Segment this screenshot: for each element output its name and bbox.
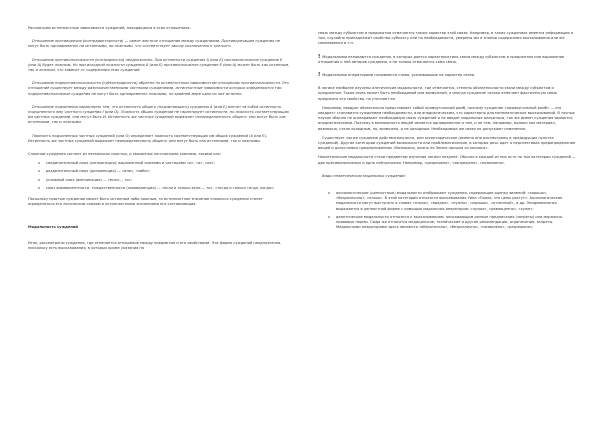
nonalethic-types-paragraph [318, 174, 576, 179]
alethic-paragraph: В логике наиболее изучены алетические модальности, где отмечается, степень обязательности связи между субъектом и предикатом. Такая связь может быть необходимой или возможной, а иногда суждение только отмечает фактическую связь предиката его свойства, но уточняет ее. [318, 86, 558, 101]
subordination-paragraph [28, 105, 290, 126]
contrary-text: Отношение противоположности (контрарности) неоднозначно. При истинности суждения А (или Е) противоположное суждение Е (или А) будет ложным. Но при исходной ложности суждения А (или Е) противоположное суждение Е (или А) может быть как истинным, так и ложным, что зависит от содержания этих суждений. [28, 57, 290, 73]
nonalethic-types-text: Виды неалетических модальных суждений: [322, 173, 406, 178]
contradiction-paragraph [28, 39, 290, 49]
exclamation-icon: ! [318, 53, 321, 60]
modality-types-list [318, 191, 576, 230]
list-item: o деонтические модальности относятся к высказываниям, описывающим разные предписания (запреты) или морально-правовые нормы. Сюда же относятся медицинские, технические и другие рекомендации, ограничения, запреты. Модальными операторами здесь являются «обязательно», «безразлично», «позволено», «разрешено»; [336, 215, 576, 231]
modal-definition-text: Модальными называются суждения, в которых дается характеристика связи между субъектом и предикатом или выражение отношения к ней авторов суждения, а не только отмечается сама связь. [318, 54, 565, 64]
modal-operators-paragraph [318, 73, 576, 78]
list-item: o аксиологические (ценностные) модальности отображают суждения, содержащие оценку явлений: «хорошо», «безразлично», «плохо». К этой категории относятся высказывания типа «Плохо, что цены растут». Аксиологические модальности могут выступать в словах «плохо», «вредно», «нужно», «хорошо», «отличный», и др. Эпидемиология выражается в ценностной форме с помощью модальных операторов: «лучше», «равноценно», «хуже»; [336, 191, 576, 212]
falsity-paragraph: Ложность подчиненных частных суждений (или О) определяет ложность соответствующих им общих суждений (А или Е). Истинность же частных суждений выражает неопределенность общего: они могут быть как истинными, так и ложными. [28, 133, 268, 143]
list-item: o соединительный союз (конъюнкция): выраженный союзами и частицами «и», «а», «но»; [46, 161, 290, 166]
modal-definition-paragraph [318, 55, 576, 65]
modal-operators-text: Модальными операторами называются слова, указывающие на характер связи. [322, 73, 476, 78]
subcontrary-text: Отношение подпротивоположности (субконтрарности) обратно по истинностным зависимостям отношению противоположности. Это отношение существует между разнокачественными частными суждениями, истинностные зависимости которых определяются так: подпротивоположные суждения не могут быть одновременно ложными, по крайней мере одно из них истинно. [28, 81, 289, 96]
list-item: o разделительный союз (дизъюнкция) — «или», «либо»; [46, 169, 290, 174]
contradiction-text: Отношение противоречия (контрадикторности) — самое жесткое отношение между суждениями. Противоречащие суждения не могут быть одновременно ни истинными, ни ложными, что соответствует закону исключенного третьего. [28, 39, 280, 49]
modality-intro-paragraph: Итак, рассмотрены суждения, где отмечается отношение между предметом и его свойствами. Эта форма суждений неоднозначна, поскольку есть высказывания, в которых кроме указания на [28, 240, 282, 250]
subordination-text: Отношение подчинения характерно тем, что истинность общего (подчиняющего) суждения А (или Е) влечет за собой истинность подчиненного ему частного суждения I (или О). Ложность общих суждений не гарантирует истинности, но ложность соответствующих им частных суждений, они могут быть И. Истинность же частных суждений выражает неопределенность общего: они могут быть как истинными, так и ложными. [28, 104, 290, 125]
assertoric-paragraph: Существует также суждение действительности, или ассерторическое (именно они рассмотрены в предыдущих пунктах суждений). Другие категории суждений возможности или проблематические, в которых речь идет о перспективах предопределения вещей и допустимых предположениях «Возможно, жизнь на Земле пришла из космоса». [318, 135, 576, 151]
apodictic-paragraph: Например, квадрат обязательно представляет собой прямоугольный ромб, поэтому суждение «прямоугольный ромб» — это квадрат» становится суждением необходимости, или аподиктическим, что характерно для математических высказываний. В точных науках обычно не оговаривают необходимую связь суждений и не вводят модальные операторы, так же имеют суждения являются аподиктическими. Поэтому в возможность вещей является одновременно и тем, и не тем, например, молоко как материал, возможно, стало холодным, но, возможно, и не холодным. Необходимые же связи не допускают изменения. [318, 105, 575, 131]
list-item: o условный союз (импликация) — «если..., то»; [46, 178, 290, 183]
section-heading: Модальность суждений [28, 225, 78, 230]
left-column [28, 26, 290, 255]
nonalethic-paragraph: Неалетические модальности стали предметом изучения логики позднее. Обычно в каждой из них есть по три категории суждений — два противоположных и одна нейтральная. Например, «разрешено», «запрещено», «позволено». [318, 155, 576, 165]
complex-judgments-paragraph: Сложные суждения состоят из нескольких простых, p связанных логическими союзами, такими как: [28, 152, 221, 157]
modality-continued-paragraph: связь между субъектом и предикатом отмечается также характер этой связи. Например, в таких суждениях имеется информация о том, случайно принадлежит свойство субъекту или по необходимости, умерены мы в знании содержания высказывания или же сомневаемся в т.п. [318, 31, 573, 46]
right-column [318, 31, 576, 236]
truth-value-paragraph: Поскольку простые суждения может быть истинным либо ложным, то истинностное значение сложного суждения станет определяться его логическим союзом и истинностными значениями его составляющих. [28, 197, 263, 207]
conjunction-list [28, 161, 290, 191]
intro-paragraph: Рассмотрим истинностные зависимости суждений, находящихся в этих отношениях. [28, 26, 191, 30]
list-item: o союз эквивалентности, тождественности (эквиваленция) — «если и только если..., то», «тогда и только тогда, когда»; [46, 186, 290, 191]
exclamation-icon: ! [318, 72, 321, 79]
subcontrary-paragraph [28, 81, 290, 97]
contrary-paragraph [28, 58, 290, 74]
